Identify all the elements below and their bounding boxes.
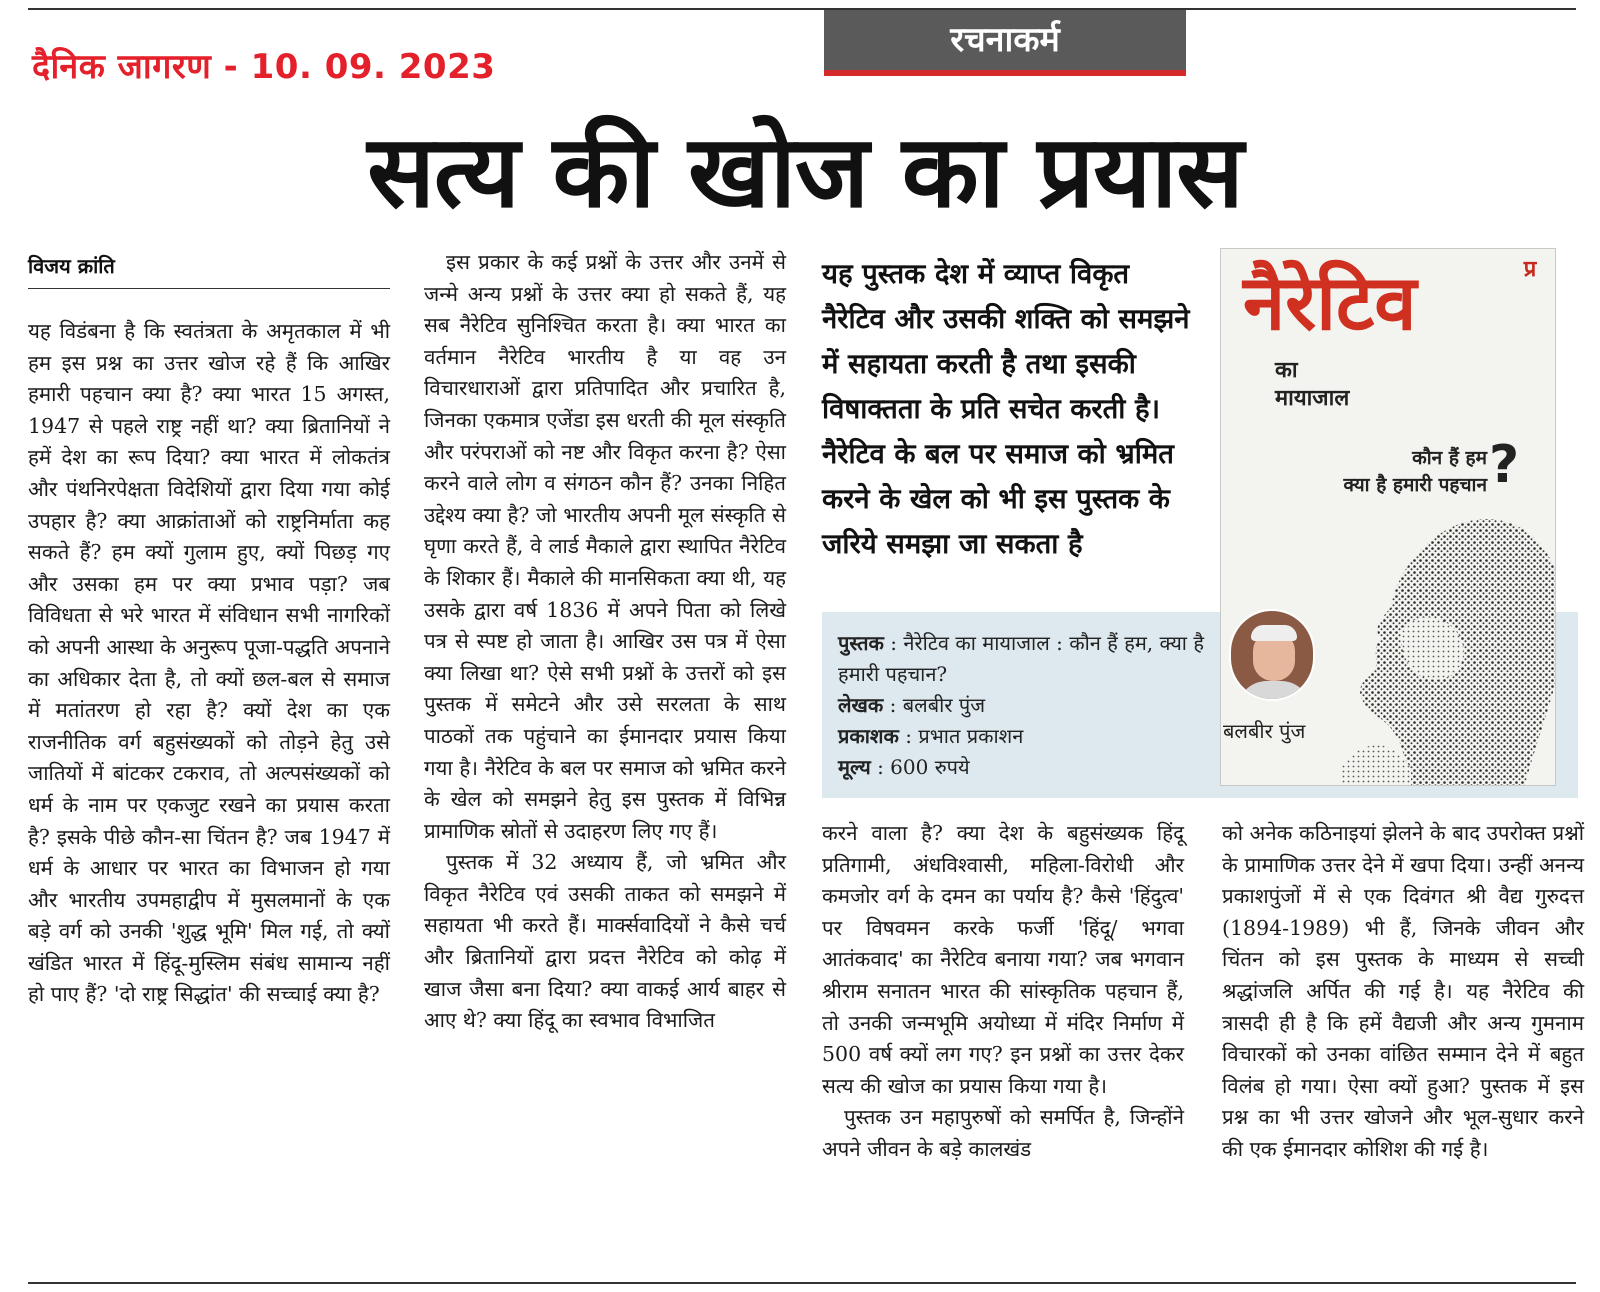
top-rule	[28, 8, 1576, 10]
cover-question-line-2: क्या है हमारी पहचान	[1343, 474, 1487, 496]
column-2-paragraph-1: इस प्रकार के कई प्रश्नों के उत्तर और उनमें से जन्मे अन्य प्रश्नों के उत्तर क्या हो सकते हैं, यह सब नैरेटिव सुनिश्चित करता है। क्या भारत का वर्तमान नैरेटिव भारतीय है या वह उन विचारधाराओं द्वारा प्रतिपादित और प्रचारित है, जिनका एकमात्र एजेंडा इस धरती की मूल संस्कृति और परंपराओं को नष्ट और विकृत करना है? ऐसा करने वाले लोग व संगठन कौन हैं? उनका निहित उद्देश्य क्या है? जो भारतीय अपनी मूल संस्कृति से घृणा करते हैं, वे लार्ड मैकाले द्वारा स्थापित नैरेटिव के शिकार हैं। मैकाले की मानसिकता क्या थी, यह उसके द्वारा वर्ष 1836 में अपने पिता को लिखे पत्र से स्पष्ट हो जाता है। आखिर उस पत्र में ऐसा क्या लिखा था? ऐसे सभी प्रश्नों के उत्तरों को इस पुस्तक में समेटने और उसे सरलता के साथ पाठकों तक पहुंचाने का ईमानदार प्रयास किया गया है। नैरेटिव के बल पर समाज को भ्रमित करने के खेल को समझने हेतु इस पुस्तक में विभिन्न प्रामाणिक स्रोतों से उदाहरण लिए गए हैं।	[424, 250, 786, 843]
price-label: मूल्य	[838, 755, 871, 779]
cover-author-name: बलबीर पुंज	[1223, 719, 1306, 743]
book-info-details	[838, 628, 1208, 783]
book-info-author-line	[838, 690, 1208, 721]
price-value: : 600 रुपये	[877, 755, 970, 779]
byline-divider	[28, 288, 390, 289]
cover-subtitle-line-1: का	[1275, 358, 1298, 383]
article-column-1	[28, 316, 390, 1011]
book-value: : नैरेटिव का मायाजाल : कौन हैं हम, क्या है हमारी पहचान?	[838, 631, 1204, 686]
cover-subtitle	[1275, 357, 1349, 413]
section-tag-label: रचनाकर्म	[950, 20, 1060, 60]
book-info-price-line	[838, 752, 1208, 783]
author-photo	[1229, 609, 1315, 701]
cover-title: नैरेटिव	[1243, 258, 1417, 347]
publisher-value: : प्रभात प्रकाशन	[905, 724, 1024, 748]
article-column-3	[822, 818, 1184, 1166]
masthead-newspaper-date: दैनिक जागरण - 10. 09. 2023	[32, 47, 496, 87]
publisher-logo: प्र	[1523, 257, 1537, 282]
stippled-head-illustration	[1341, 499, 1556, 786]
author-photo-shirt	[1237, 681, 1311, 701]
column-3-paragraph-2: पुस्तक उन महापुरुषों को समर्पित है, जिन्होंने अपने जीवन के बड़े कालखंड	[822, 1105, 1184, 1161]
column-3-paragraph-1: करने वाला है? क्या देश के बहुसंख्यक हिंदू प्रतिगामी, अंधविश्वासी, महिला-विरोधी और कमजोर वर्ग के दमन का पर्याय है? कैसे 'हिंदुत्व' पर विषवमन करके फर्जी 'हिंदू/ भगवा आतंकवाद' का नैरेटिव बनाया गया? जब भगवान श्रीराम सनातन भारत की सांस्कृतिक पहचान हैं, तो उनकी जन्मभूमि अयोध्या में मंदिर निर्माण में 500 वर्ष क्यों लग गए? इन प्रश्नों का उत्तर देकर सत्य की खोज का प्रयास किया गया है।	[822, 821, 1184, 1098]
author-photo-hair	[1251, 625, 1297, 641]
article-column-2	[424, 247, 786, 1037]
book-cover-image	[1220, 248, 1556, 786]
article-column-4	[1222, 818, 1584, 1166]
author-value: : बलबीर पुंज	[889, 693, 986, 717]
column-4-paragraph: को अनेक कठिनाइयां झेलने के बाद उपरोक्त प्रश्नों के प्रामाणिक उत्तर देने में खपा दिया। उन्हीं अनन्य प्रकाशपुंजों में से एक दिवंगत श्री वैद्य गुरुदत्त (1894-1989) भी हैं, जिनके जीवन और चिंतन को इस पुस्तक के माध्यम से सच्ची श्रद्धांजलि अर्पित की गई है। यह नैरेटिव की त्रासदी ही है कि हमें वैद्यजी और अन्य गुमनाम विचारकों को उनका वांछित सम्मान देने में बहुत विलंब हो गया। ऐसा क्यों हुआ? पुस्तक में इस प्रश्न का भी उत्तर खोजने और भूल-सुधार करने की एक ईमानदार कोशिश की गई है।	[1222, 821, 1584, 1161]
section-tag	[824, 10, 1186, 76]
book-info-publisher-line	[838, 721, 1208, 752]
article-headline: सत्य की खोज का प्रयास	[367, 113, 1243, 230]
column-1-paragraph: यह विडंबना है कि स्वतंत्रता के अमृतकाल में भी हम इस प्रश्न का उत्तर खोज रहे हैं कि आखिर हमारी पहचान क्या है? क्या भारत 15 अगस्त, 1947 से पहले राष्ट्र नहीं था? क्या ब्रितानियों ने हमें देश का रूप दिया? क्या भारत में लोकतंत्र और पंथनिरपेक्षता विदेशियों द्वारा दिया गया कोई उपहार है? क्या आक्रांताओं को राष्ट्रनिर्माता कह सकते हैं? हम क्यों गुलाम हुए, क्यों पिछड़ गए और उसका हम पर क्या प्रभाव पड़ा? जब विविधता से भरे भारत में संविधान सभी नागरिकों को अपनी आस्था के अनुरूप पूजा-पद्धति अपनाने का अधिकार देता है, तो क्यों छल-बल से समाज में मतांतरण हो रहा है? क्यों देश का एक राजनीतिक वर्ग बहुसंख्यकों को तोड़ने हेतु उसे जातियों में बांटकर टकराव, तो अल्पसंख्यकों को धर्म के नाम पर एकजुट रखने का प्रयास करता है? इसके पीछे कौन-सा चिंतन है? जब 1947 में धर्म के आधार पर भारत का विभाजन हो गया और भारतीय उपमहाद्वीप में मुसलमानों के एक बड़े वर्ग को उनकी 'शुद्ध भूमि' मिल गई, तो क्यों खंडित भारत में हिंदू-मुस्लिम संबंध सामान्य नहीं हो पाए हैं? 'दो राष्ट्र सिद्धांत' की सच्चाई क्या है?	[28, 319, 390, 1007]
cover-question-mark: ?	[1489, 435, 1520, 495]
author-byline: विजय क्रांति	[28, 254, 115, 278]
cover-subtitle-line-2: मायाजाल	[1275, 386, 1350, 411]
cover-question-line-1: कौन हैं हम	[1412, 447, 1487, 469]
book-info-title-line	[838, 628, 1208, 690]
cover-question	[1261, 445, 1487, 499]
author-label: लेखक	[838, 693, 884, 717]
bottom-rule	[28, 1282, 1576, 1284]
pull-quote: यह पुस्तक देश में व्याप्त विकृत नैरेटिव और उसकी शक्ति को समझने में सहायता करती है तथा इसकी विषाक्तता के प्रति सचेत करती है। नैरेटिव के बल पर समाज को भ्रमित करने के खेल को भी इस पुस्तक के जरिये समझा जा सकता है	[822, 258, 1190, 560]
column-2-paragraph-2: पुस्तक में 32 अध्याय हैं, जो भ्रमित और विकृत नैरेटिव एवं उसकी ताकत को समझने में सहायता भी करते हैं। मार्क्सवादियों ने कैसे चर्च और ब्रितानियों द्वारा प्रदत्त नैरेटिव को कोढ़ में खाज जैसा बना दिया? क्या वाकई आर्य बाहर से आए थे? क्या हिंदू का स्वभाव विभाजित	[424, 850, 786, 1033]
book-label: पुस्तक	[838, 631, 884, 655]
publisher-label: प्रकाशक	[838, 724, 899, 748]
